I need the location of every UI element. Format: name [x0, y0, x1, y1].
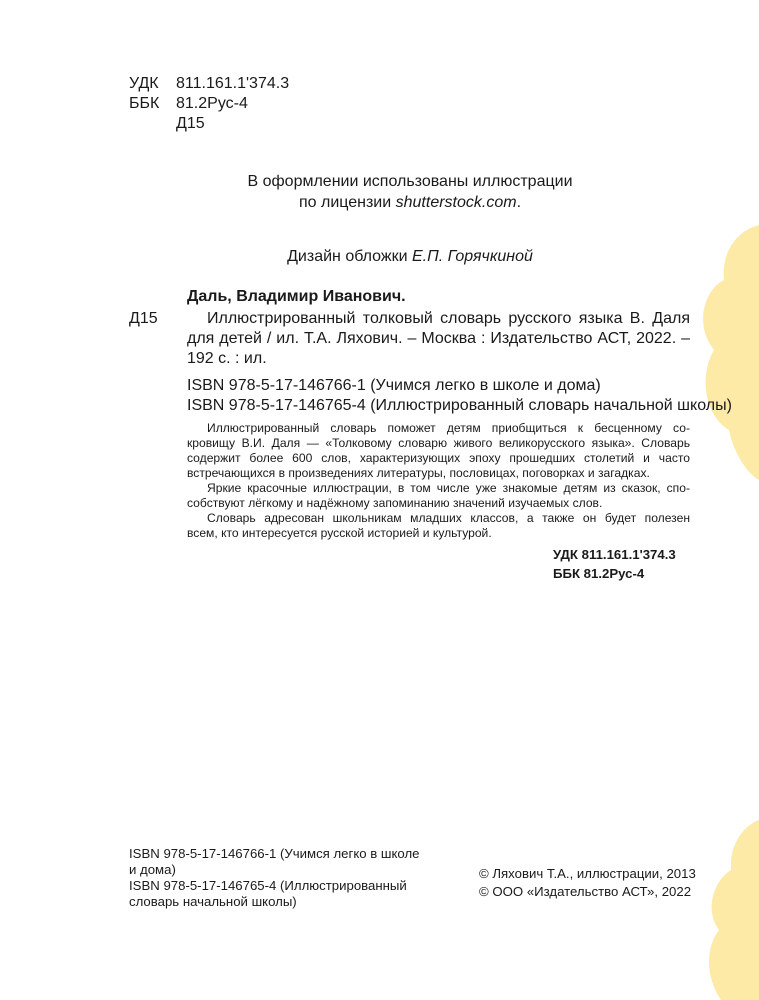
record-isbn-1: ISBN 978-5-17-146766-1 (Учимся легко в школе и дома) [187, 377, 601, 394]
record-author: Даль, Владимир Иванович. [187, 288, 406, 305]
record-title-line: 192 с. : ил. [187, 350, 267, 367]
bbk-value: 81.2Рус-4 [176, 95, 248, 112]
record-bbk-bottom: ББК 81.2Рус-4 [553, 566, 645, 581]
annotation-line: кровищу В.И. Даля — «Толковому словарю живого великорусского языка». Словарь [187, 436, 690, 450]
decorative-cloud-top [699, 225, 759, 485]
illustration-note-line2: по лицензии shutterstock.com. [298, 194, 522, 211]
copyright-illustrations: © Ляхович Т.А., иллюстрации, 2013 [479, 866, 696, 881]
annotation-line: Яркие красочные иллюстрации, в том числе уже знакомые детям из сказок, спо- [207, 481, 690, 495]
footer-isbn-line: ISBN 978-5-17-146766-1 (Учимся легко в школе [129, 846, 420, 861]
record-title-line: для детей / ил. Т.А. Ляхович. – Москва : Издательство АСТ, 2022. – [187, 330, 690, 347]
copyright-publisher: © ООО «Издательство АСТ», 2022 [479, 884, 692, 899]
author-sign: Д15 [176, 115, 205, 132]
annotation-line: всем, кто интересуется русской историей и культурой. [187, 526, 492, 540]
annotation-line: встречающихся в произведениях литературы, пословицах, поговорках и загадках. [187, 466, 650, 480]
annotation-line: Иллюстрированный словарь поможет детям приобщиться к бесценному со- [207, 421, 690, 435]
illustration-note-line1: В оформлении использованы иллюстрации [247, 173, 573, 190]
footer-isbn-line: словарь начальной школы) [129, 894, 297, 909]
license-source: shutterstock.com [395, 194, 517, 211]
annotation-line: содержит более 600 слов, характеризующих эпоху прошедших столетий и часто [187, 451, 690, 465]
footer-isbn-line: и дома) [129, 862, 176, 877]
record-udk-bottom: УДК 811.161.1'374.3 [553, 547, 676, 562]
udk-label: УДК [129, 75, 159, 92]
cover-designer: Е.П. Горячкиной [411, 248, 533, 265]
record-isbn-2: ISBN 978-5-17-146765-4 (Иллюстрированный словарь начальной школы) [187, 397, 732, 414]
annotation-line: собствуют лёгкому и надёжному запоминанию значений изучаемых слов. [187, 496, 603, 510]
cover-design-credit: Дизайн обложки Е.П. Горячкиной [287, 248, 533, 265]
udk-value: 811.161.1'374.3 [176, 75, 290, 92]
bbk-label: ББК [129, 95, 160, 112]
record-sign: Д15 [129, 310, 158, 327]
record-title-line: Иллюстрированный толковый словарь русского языка В. Даля [207, 310, 690, 327]
footer-isbn-line: ISBN 978-5-17-146765-4 (Иллюстрированный [129, 878, 407, 893]
decorative-cloud-bottom [699, 820, 759, 1000]
annotation-line: Словарь адресован школьникам младших классов, а также он будет полезен [207, 511, 690, 525]
